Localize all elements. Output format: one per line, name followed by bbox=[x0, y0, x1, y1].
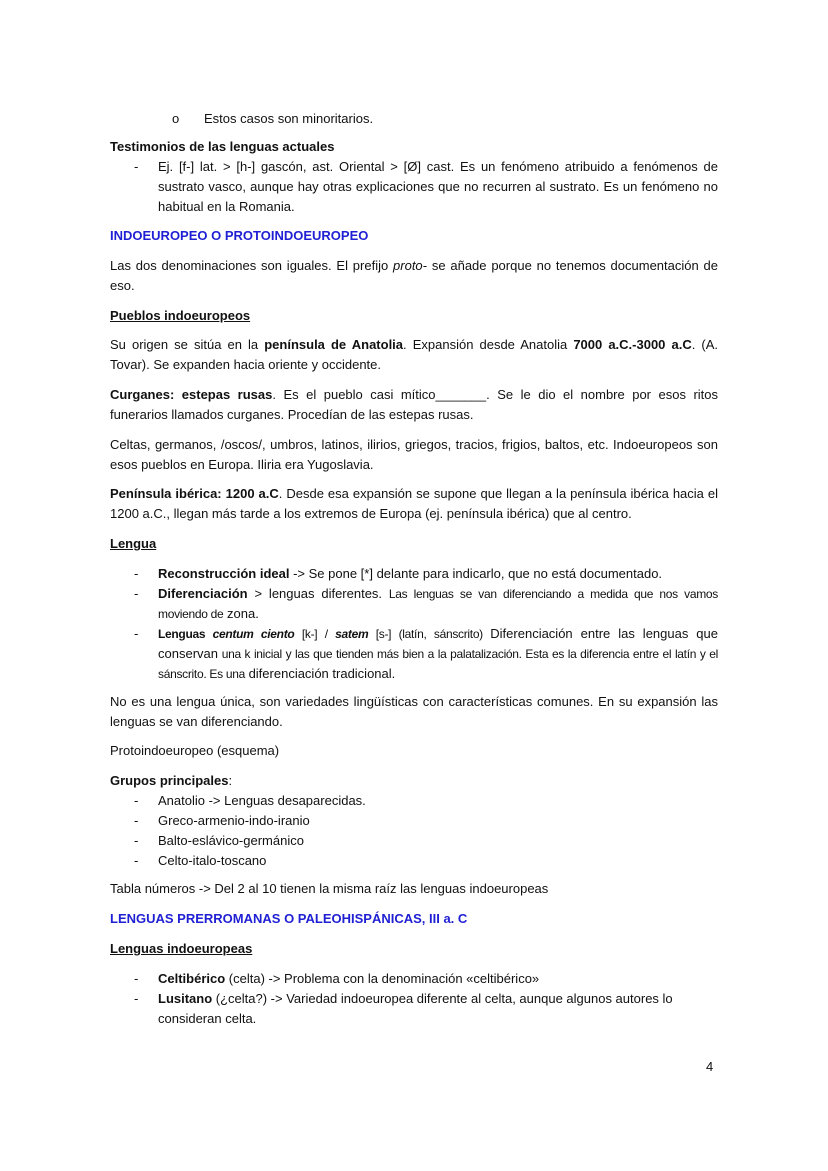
bold-text: Celtibérico bbox=[158, 971, 226, 986]
text: > lenguas diferentes. bbox=[247, 586, 389, 601]
list-item: - Balto-eslávico-germánico bbox=[110, 831, 718, 851]
grupos-list bbox=[110, 791, 718, 871]
pueblos-heading: Pueblos indoeuropeos bbox=[110, 308, 251, 323]
condensed-text: [k-] / bbox=[294, 627, 336, 641]
condensed-text: Las lenguas se van diferenciando a medida que nos vamos moviendo de bbox=[158, 587, 718, 621]
list-item bbox=[110, 564, 718, 584]
sub-bullet-text: Estos casos son minoritarios. bbox=[204, 111, 374, 126]
bold-text: Reconstrucción ideal bbox=[158, 566, 290, 581]
bold-text: Península ibérica: 1200 a.C bbox=[110, 486, 279, 501]
testimonios-heading: Testimonios de las lenguas actuales bbox=[110, 139, 335, 154]
text: : bbox=[228, 773, 233, 788]
intro-text-end: se añade porque no tenemos documentación de eso. bbox=[110, 258, 718, 293]
bold-text: península de Anatolia bbox=[264, 337, 404, 352]
tabla-line: Tabla números -> Del 2 al 10 tienen la misma raíz las lenguas indoeuropeas bbox=[110, 881, 549, 896]
indoeuropeo-intro bbox=[110, 256, 718, 296]
bold-text: Grupos principales bbox=[110, 773, 229, 788]
bold-italic-text: centum ciento bbox=[212, 627, 295, 641]
text: -> Se pone [*] delante para indicarlo, que no está documentado. bbox=[289, 566, 663, 581]
lengua-paragraph: No es una lengua única, son variedades lingüísticas con características comunes. En su expansión las lenguas se van diferenciando. bbox=[110, 694, 718, 729]
page-number: 4 bbox=[706, 1059, 714, 1074]
lenguas-indoeuropeas-heading: Lenguas indoeuropeas bbox=[110, 941, 253, 956]
list-item: - Greco-armenio-indo-iranio bbox=[110, 811, 718, 831]
condensed-text: una k inicial y las que tienden más bien a la palatalización. Esta es la diferencia entre el latín y el sánscrito. Es una bbox=[158, 647, 718, 681]
text: (celta) -> Problema con la denominación «celtibérico» bbox=[225, 971, 540, 986]
text: . Expansión desde Anatolia bbox=[403, 337, 574, 352]
pueblos-paragraph-3: Celtas, germanos, /oscos/, umbros, latinos, ilirios, griegos, tracios, frigios, baltos, etc. Indoeuropeos son esos pueblos en Europa. Iliria era Yugoslavia. bbox=[110, 437, 718, 472]
section-heading-indoeuropeo: INDOEUROPEO O PROTOINDOEUROPEO bbox=[110, 228, 369, 243]
text: (¿celta?) -> Variedad indoeuropea diferente al celta, aunque algunos autores lo consideran celta. bbox=[158, 991, 673, 1026]
prerromanas-list bbox=[110, 969, 718, 1029]
section-heading-prerromanas: LENGUAS PRERROMANAS O PALEOHISPÁNICAS, III a. C bbox=[110, 911, 468, 926]
text: . (A. Tovar). Se expanden hacia oriente y occidente. bbox=[110, 337, 719, 372]
list-item: - Celto-italo-toscano bbox=[110, 851, 718, 871]
list-item bbox=[110, 584, 718, 624]
intro-italic: proto- bbox=[393, 258, 427, 273]
lengua-list bbox=[110, 564, 718, 684]
intro-text: Las dos denominaciones son iguales. El prefijo bbox=[110, 258, 394, 273]
text: Su origen se sitúa en la bbox=[110, 337, 265, 352]
sub-bullet bbox=[172, 109, 373, 129]
lengua-heading: Lengua bbox=[110, 536, 157, 551]
text: . Desde esa expansión se supone que llegan a la península ibérica hacia el 1200 a.C., llegan más tarde a los extremos de Europa (ej. península ibérica) que al centro. bbox=[110, 486, 718, 521]
text: Diferenciación entre las lenguas que conservan bbox=[158, 626, 718, 661]
list-item bbox=[110, 989, 718, 1029]
text: zona. bbox=[223, 606, 259, 621]
pueblos-paragraph-2 bbox=[110, 385, 718, 425]
grupos-heading bbox=[110, 771, 718, 791]
bold-text: Lusitano bbox=[158, 991, 213, 1006]
bold-text: 7000 a.C.-3000 a.C bbox=[573, 337, 692, 352]
list-item: - Anatolio -> Lenguas desaparecidas. bbox=[110, 791, 718, 811]
bold-text: Lenguas bbox=[158, 627, 213, 641]
text: diferenciación tradicional. bbox=[244, 666, 396, 681]
list-item: - Ej. [f-] lat. > [h-] gascón, ast. Oriental > [Ø] cast. Es un fenómeno atribuido a fenómenos de sustrato vasco, aunque hay otras explicaciones que no recurren al sustrato. Es un fenómeno no habitual en la Romania. bbox=[110, 157, 718, 217]
circle-bullet-icon: o bbox=[172, 111, 180, 126]
pueblos-paragraph-4 bbox=[110, 484, 718, 524]
bold-text: Diferenciación bbox=[158, 586, 248, 601]
bold-text: Curganes: estepas rusas bbox=[110, 387, 273, 402]
condensed-text: [s-] (latín, sánscrito) bbox=[368, 627, 491, 641]
text: . Es el pueblo casi mítico_______. Se le dio el nombre por esos ritos funerarios llamados curganes. Procedían de las estepas rusas. bbox=[110, 387, 718, 422]
list-item bbox=[110, 624, 718, 684]
testimonios-list bbox=[110, 157, 718, 217]
bold-italic-text: satem bbox=[335, 627, 369, 641]
list-item bbox=[110, 969, 718, 989]
esquema-line: Protoindoeuropeo (esquema) bbox=[110, 743, 280, 758]
pueblos-paragraph-1 bbox=[110, 335, 718, 375]
